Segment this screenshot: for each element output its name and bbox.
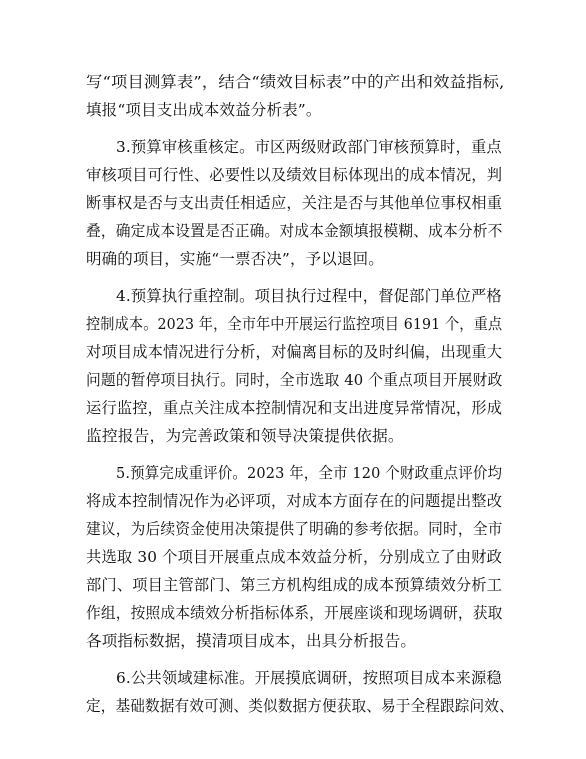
text-line: 部门、项目主管部门、第三方机构组成的成本预算绩效分析工: [86, 576, 503, 594]
text-line: 填报“项目支出成本效益分析表”。: [86, 101, 322, 119]
text-line: 各项指标数据，摸清项目成本，出具分析报告。: [86, 632, 417, 650]
paragraph-start: 6.公共领域建标准。开展摸底调研，按照项目成本来源稳: [116, 669, 502, 687]
text-line: 写“项目测算表”，结合“绩效目标表”中的产出和效益指标,: [86, 73, 505, 91]
text-line: 问题的暂停项目执行。同时，全市选取 40 个重点项目开展财政: [86, 371, 503, 389]
text-line: 运行监控，重点关注成本控制情况和支出进度异常情况，形成: [86, 399, 503, 417]
text-line: 共选取 30 个项目开展重点成本效益分析，分别成立了由财政: [86, 548, 503, 566]
text-line: 建议，为后续资金使用决策提供了明确的参考依据。同时，全市: [86, 520, 503, 538]
paragraph-start: 3.预算审核重核定。市区两级财政部门审核预算时，重点: [116, 138, 502, 156]
paragraph-start: 4.预算执行重控制。项目执行过程中，督促部门单位严格: [116, 287, 502, 305]
text-line: 将成本控制情况作为必评项，对成本方面存在的问题提出整改: [86, 492, 503, 510]
text-line: 监控报告，为完善政策和领导决策提供依据。: [86, 427, 404, 445]
paragraph-start: 5.预算完成重评价。2023 年，全市 120 个财政重点评价均: [116, 464, 503, 482]
text-line: 明确的项目，实施“一票否决”，予以退回。: [86, 250, 384, 268]
text-line: 定，基础数据有效可测、类似数据方便获取、易于全程跟踪问效、: [86, 697, 514, 715]
text-line: 叠，确定成本设置是否正确。对成本金额填报模糊、成本分析不: [86, 222, 503, 240]
text-line: 审核项目可行性、必要性以及绩效目标体现出的成本情况，判: [86, 166, 503, 184]
text-line: 断事权是否与支出责任相适应，关注是否与其他单位事权相重: [86, 194, 503, 212]
text-line: 作组，按照成本绩效分析指标体系，开展座谈和现场调研，获取: [86, 604, 503, 622]
text-line: 对项目成本情况进行分析，对偏离目标的及时纠偏，出现重大: [86, 343, 503, 361]
text-line: 控制成本。2023 年，全市年中开展运行监控项目 6191 个，重点: [86, 315, 503, 333]
